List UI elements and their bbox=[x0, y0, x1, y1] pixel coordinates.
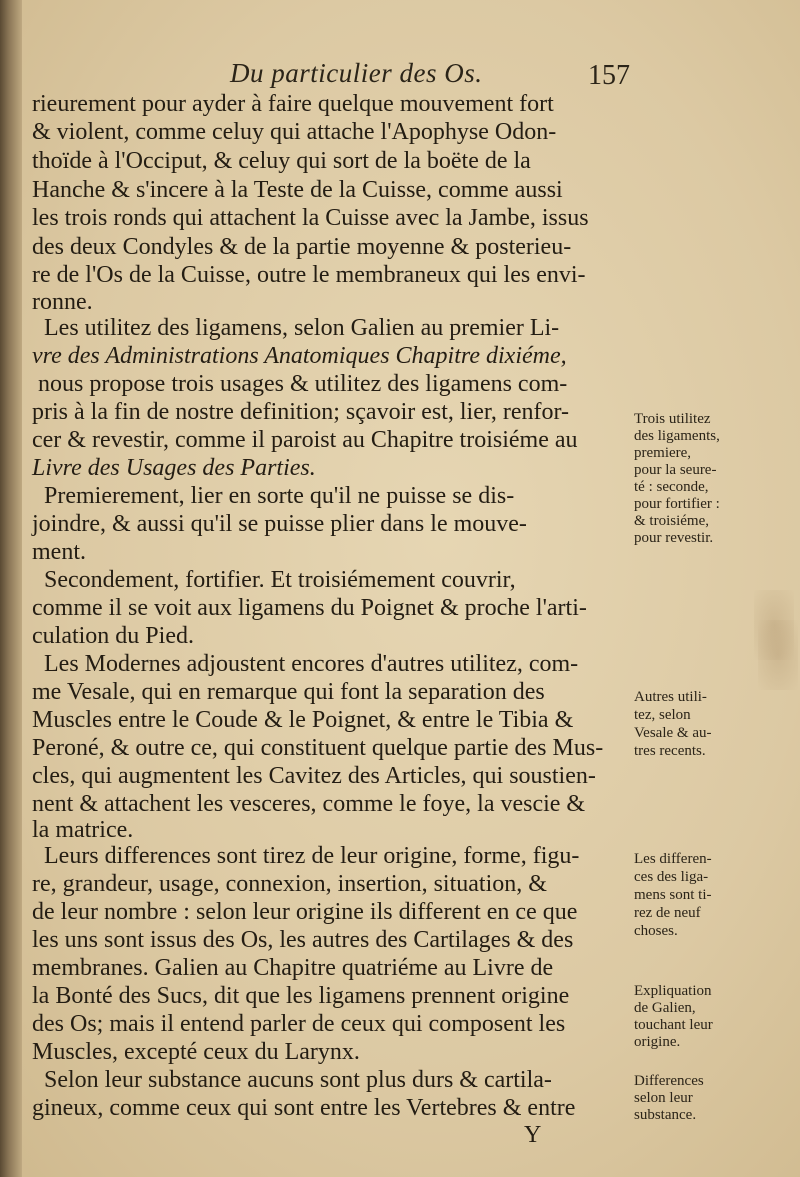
margin-note-line: de Galien, bbox=[634, 1000, 696, 1016]
text-line: joindre, & aussi qu'il se puisse plier dans le mouve- bbox=[32, 511, 527, 537]
text-line: Secondement, fortifier. Et troisiémement couvrir, bbox=[32, 567, 516, 593]
text-line: vre des Administrations Anatomiques Chapitre dixiéme, bbox=[32, 343, 567, 369]
margin-note-line: ces des liga- bbox=[634, 869, 709, 885]
margin-note-line: origine. bbox=[634, 1034, 681, 1050]
margin-note-line: des ligaments, bbox=[634, 428, 720, 444]
text-line: re de l'Os de la Cuisse, outre le membraneux qui les envi- bbox=[32, 262, 586, 288]
text-line: gineux, comme ceux qui sont entre les Vertebres & entre bbox=[32, 1095, 576, 1121]
text-line: la Bonté des Sucs, dit que les ligamens prennent origine bbox=[32, 983, 570, 1009]
page-number: 157 bbox=[588, 60, 630, 91]
text-line: me Vesale, qui en remarque qui font la separation des bbox=[32, 679, 545, 705]
margin-note-line: choses. bbox=[634, 923, 678, 939]
ink-bleed-stain bbox=[758, 620, 798, 690]
text-line: ronne. bbox=[32, 289, 93, 315]
margin-note-line: Vesale & au- bbox=[634, 725, 712, 741]
margin-note-line: premiere, bbox=[634, 445, 692, 461]
text-line: thoïde à l'Occiput, & celuy qui sort de la boëte de la bbox=[32, 148, 531, 174]
text-line: cer & revestir, comme il paroist au Chapitre troisiéme au bbox=[32, 427, 578, 453]
margin-note-line: substance. bbox=[634, 1107, 697, 1123]
margin-note-line: Expliquation bbox=[634, 983, 712, 999]
margin-note-line: Differences bbox=[634, 1073, 704, 1089]
text-line: Premierement, lier en sorte qu'il ne puisse se dis- bbox=[32, 483, 515, 509]
margin-note-line: & troisiéme, bbox=[634, 513, 709, 529]
text-line: comme il se voit aux ligamens du Poignet & proche l'arti- bbox=[32, 595, 587, 621]
text-line: ment. bbox=[32, 539, 86, 565]
margin-note-line: Trois utilitez bbox=[634, 411, 711, 427]
text-line: Les utilitez des ligamens, selon Galien au premier Li- bbox=[32, 315, 560, 341]
text-line: les uns sont issus des Os, les autres des Cartilages & des bbox=[32, 927, 574, 953]
margin-note-line: mens sont ti- bbox=[634, 887, 712, 903]
running-head: Du particulier des Os. bbox=[230, 58, 483, 88]
margin-note-line: pour fortifier : bbox=[634, 496, 720, 512]
text-line: Muscles entre le Coude & le Poignet, & entre le Tibia & bbox=[32, 707, 574, 733]
text-line: nent & attachent les vesceres, comme le foye, la vescie & bbox=[32, 791, 586, 817]
text-line: Muscles, excepté ceux du Larynx. bbox=[32, 1039, 360, 1065]
text-line: Hanche & s'incere à la Teste de la Cuisse, comme aussi bbox=[32, 177, 563, 203]
text-line: re, grandeur, usage, connexion, insertion, situation, & bbox=[32, 871, 547, 897]
text-line: les trois ronds qui attachent la Cuisse avec la Jambe, issus bbox=[32, 205, 589, 231]
margin-note-line: pour revestir. bbox=[634, 530, 714, 546]
text-line: des deux Condyles & de la partie moyenne & posterieu- bbox=[32, 234, 572, 260]
margin-note-line: Autres utili- bbox=[634, 689, 707, 705]
margin-note-line: rez de neuf bbox=[634, 905, 701, 921]
margin-note-line: té : seconde, bbox=[634, 479, 709, 495]
text-line: cles, qui augmentent les Cavitez des Articles, qui soustien- bbox=[32, 763, 596, 789]
margin-note-line: pour la seure- bbox=[634, 462, 717, 478]
margin-note-line: selon leur bbox=[634, 1090, 693, 1106]
text-line: la matrice. bbox=[32, 817, 134, 843]
margin-note-line: tres recents. bbox=[634, 743, 706, 759]
text-line: nous propose trois usages & utilitez des ligamens com- bbox=[32, 371, 568, 397]
text-line: Peroné, & outre ce, qui constituent quelque partie des Mus- bbox=[32, 735, 604, 761]
margin-note-line: tez, selon bbox=[634, 707, 691, 723]
text-line: membranes. Galien au Chapitre quatriéme au Livre de bbox=[32, 955, 554, 981]
signature-mark: Y bbox=[524, 1122, 542, 1148]
text-line: Selon leur substance aucuns sont plus durs & cartila- bbox=[32, 1067, 552, 1093]
margin-note-line: touchant leur bbox=[634, 1017, 713, 1033]
text-line: Livre des Usages des Parties. bbox=[32, 455, 316, 481]
text-line: Les Modernes adjoustent encores d'autres utilitez, com- bbox=[32, 651, 579, 677]
text-line: pris à la fin de nostre definition; sçavoir est, lier, renfor- bbox=[32, 399, 570, 425]
binding-gutter bbox=[0, 0, 22, 1177]
text-line: & violent, comme celuy qui attache l'Apophyse Odon- bbox=[32, 119, 557, 145]
text-line: Leurs differences sont tirez de leur origine, forme, figu- bbox=[32, 843, 580, 869]
text-line: des Os; mais il entend parler de ceux qui composent les bbox=[32, 1011, 566, 1037]
text-line: culation du Pied. bbox=[32, 623, 194, 649]
text-line: rieurement pour ayder à faire quelque mouvement fort bbox=[32, 91, 554, 117]
text-line: de leur nombre : selon leur origine ils different en ce que bbox=[32, 899, 578, 925]
margin-note-line: Les differen- bbox=[634, 851, 712, 867]
